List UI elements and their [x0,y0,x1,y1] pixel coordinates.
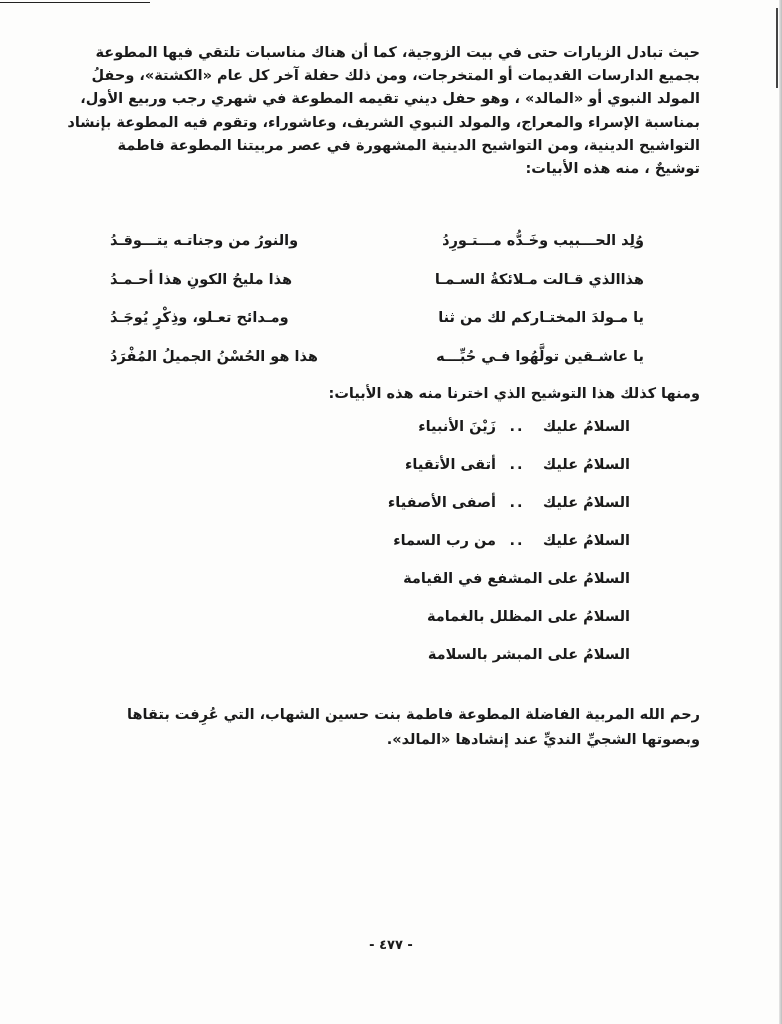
tawshih-intro: ومنها كذلك هذا التوشيح الذي اخترنا منه هذه الأبيات: [328,386,700,402]
verse-first-hemistich: وُلِد الحـــبيب وخَـدُّه مـــتـورِدُ [442,233,644,249]
poem-verses [110,222,644,376]
page-number: - ٤٧٧ - [369,938,413,953]
paragraph-intro [66,42,700,181]
paragraph-closing [72,703,700,753]
poem-verse [110,222,644,261]
paragraph-line: حيث تبادل الزيارات حتى في بيت الزوجية، كما أن هناك مناسبات تلتقي فيها المطوعة [95,45,700,61]
tawshih-verses [300,408,630,674]
tawshih-epithet: أتقى الأتقياء [405,457,496,473]
tawshih-separator: .. [509,495,525,511]
tawshih-separator: .. [509,419,525,435]
paragraph-line: وبصوتها الشجيِّ النديِّ عند إنشادها «المالد». [386,732,700,748]
tawshih-line [300,408,630,446]
verse-first-hemistich: يا عاشـقين تولَّهُوا فـي حُبِّـــه [436,348,644,365]
paragraph-line: التواشيح الدينية، ومن التواشيح الدينية المشهورة في عصر مربيتنا المطوعة فاطمة [117,137,700,154]
poem-verse [110,338,644,377]
tawshih-line [300,636,630,674]
tawshih-separator: .. [509,457,525,473]
paragraph-line: رحم الله المربية الفاضلة المطوعة فاطمة بنت حسين الشهاب، التي عُرِفت بتقاها [127,707,700,723]
verse-first-hemistich: هذاالذي قـالت مـلائكةُ السـمـا [434,271,644,288]
paragraph-line: توشيحٌ ، منه هذه الأبيات: [525,160,700,177]
tawshih-refrain: السلامُ عليك [542,495,630,511]
page-edge-mark [776,8,778,88]
tawshih-epithet: من رب السماء [393,533,496,549]
tawshih-line [300,522,630,560]
verse-second-hemistich: هذا هو الحُسْنُ الجميلُ المُفْرَدُ [110,348,318,365]
tawshih-separator: .. [509,533,525,549]
tawshih-line [300,598,630,636]
tawshih-refrain: السلامُ عليك [542,419,630,435]
paragraph-line: بجميع الدارسات القديمات أو المتخرجات، ومن ذلك حفلة آخر كل عام «الكشتة»، وحفلُ [91,68,700,85]
verse-second-hemistich: والنورُ من وجناتـه يتـــوقـدُ [110,233,299,249]
poem-verse [110,299,644,338]
verse-first-hemistich: يا مـولدَ المختـاركم لك من ثنا [438,310,644,326]
tawshih-full-line: السلامُ على المشفع في القيامة [403,571,630,587]
tawshih-refrain: السلامُ عليك [542,533,630,549]
verse-second-hemistich: ومـدائح تعـلو، وذِكْرٍ يُوجَـدُ [110,310,289,326]
tawshih-epithet: زَيْنَ الأنبياء [418,419,496,435]
paragraph-line: بمناسبة الإسراء والمعراج، والمولد النبوي الشريف، وعاشوراء، وتقوم فيه المطوعة بإنشاد [67,114,700,131]
verse-second-hemistich: هذا مليحُ الكونِ هذا أحـمـدُ [110,271,293,288]
paragraph-line: المولد النبوي أو «المالد» ، وهو حفل ديني تقيمه المطوعة في شهري رجب وربيع الأول، [80,91,700,108]
tawshih-full-line: السلامُ على المظلل بالغمامة [426,609,630,625]
tawshih-epithet: أصفى الأصفياء [387,495,496,511]
tawshih-line [300,560,630,598]
tawshih-line [300,446,630,484]
tawshih-refrain: السلامُ عليك [542,457,630,473]
poem-verse [110,261,644,300]
tawshih-full-line: السلامُ على المبشر بالسلامة [427,647,630,663]
top-rule [0,2,150,3]
tawshih-line [300,484,630,522]
